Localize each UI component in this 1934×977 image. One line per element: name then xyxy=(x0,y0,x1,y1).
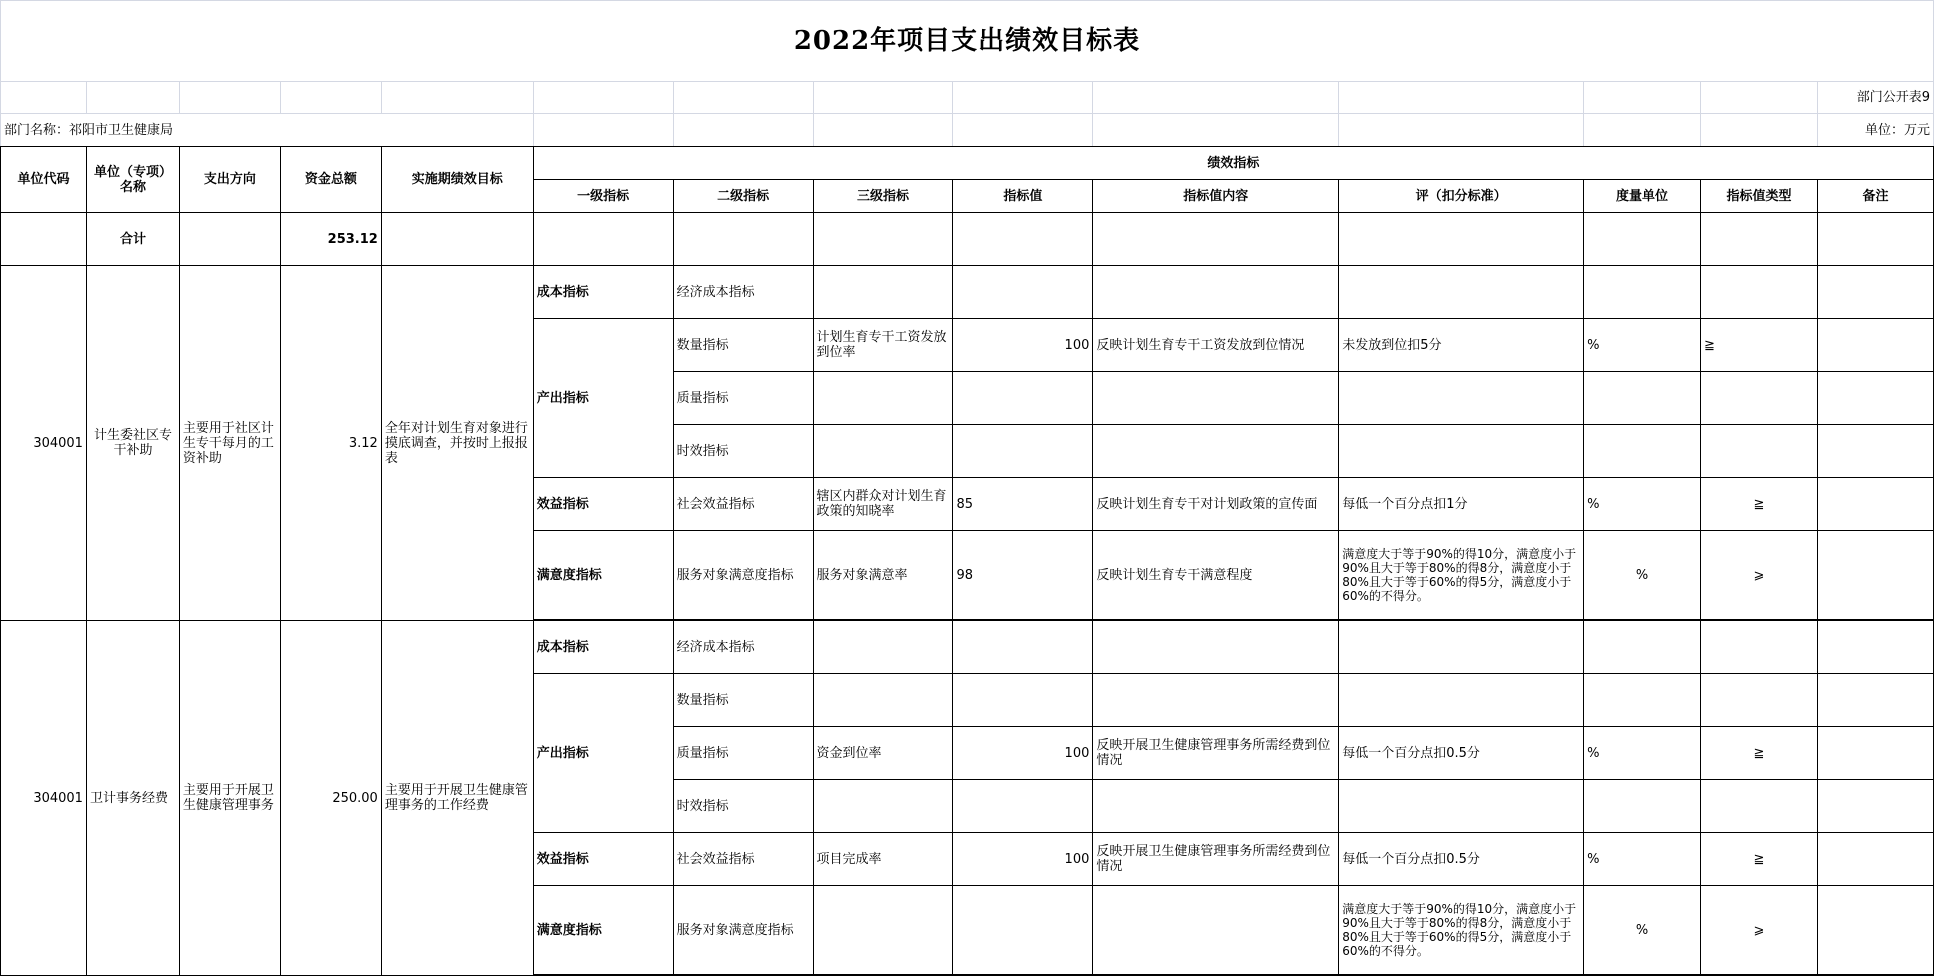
value-type-cell: ≧ xyxy=(1701,833,1818,886)
value-type-cell: ⩾ xyxy=(1701,886,1818,975)
criteria-cell: 满意度大于等于90%的得10分，满意度小于90%且大于等于80%的得8分，满意度小于80%且大于等于60%的得5分，满意度小于60%的不得分。 xyxy=(1339,886,1584,975)
value-cell: 100 xyxy=(953,833,1093,886)
header-level3: 三级指标 xyxy=(813,180,953,213)
project-direction: 主要用于社区计生专干每月的工资补助 xyxy=(179,266,280,621)
page-title: 2022年项目支出绩效目标表 xyxy=(1,1,1934,82)
level2-cell: 经济成本指标 xyxy=(673,266,813,319)
header-total: 资金总额 xyxy=(280,147,381,213)
content-cell: 反映开展卫生健康管理事务所需经费到位情况 xyxy=(1093,727,1339,780)
level1-cell: 产出指标 xyxy=(533,674,673,833)
project-amount: 250.00 xyxy=(280,621,381,976)
department-name: 部门名称：祁阳市卫生健康局 xyxy=(1,114,534,147)
level1-cell: 满意度指标 xyxy=(533,886,673,975)
project-name: 计生委社区专干补助 xyxy=(86,266,179,621)
criteria-cell: 每低一个百分点扣1分 xyxy=(1339,478,1584,531)
level2-cell: 服务对象满意度指标 xyxy=(673,886,813,975)
unit-label: 单位：万元 xyxy=(1817,114,1933,147)
header-unit-name: 单位（专项）名称 xyxy=(86,147,179,213)
level2-cell: 质量指标 xyxy=(673,727,813,780)
table-row xyxy=(1,621,1934,674)
value-type-cell: ≧ xyxy=(1701,319,1818,372)
level1-cell: 效益指标 xyxy=(533,478,673,531)
header-value-type: 指标值类型 xyxy=(1701,180,1818,213)
project-code: 304001 xyxy=(1,266,87,621)
header-unit-code: 单位代码 xyxy=(1,147,87,213)
value-cell: 100 xyxy=(953,319,1093,372)
value-cell: 85 xyxy=(953,478,1093,531)
level2-cell: 经济成本指标 xyxy=(673,621,813,674)
measure-cell: % xyxy=(1584,531,1701,620)
project-goal: 全年对计划生育对象进行摸底调查，并按时上报报表 xyxy=(381,266,533,621)
level3-cell: 项目完成率 xyxy=(813,833,953,886)
project-goal: 主要用于开展卫生健康管理事务的工作经费 xyxy=(381,621,533,976)
measure-cell: % xyxy=(1584,886,1701,975)
header-remarks: 备注 xyxy=(1817,180,1933,213)
level1-cell: 效益指标 xyxy=(533,833,673,886)
value-cell: 98 xyxy=(953,531,1093,620)
level1-cell: 成本指标 xyxy=(533,621,673,674)
level2-cell: 服务对象满意度指标 xyxy=(673,531,813,620)
level2-cell: 数量指标 xyxy=(673,674,813,727)
header-value: 指标值 xyxy=(953,180,1093,213)
public-table-label: 部门公开表9 xyxy=(1817,82,1933,114)
level2-cell: 时效指标 xyxy=(673,425,813,478)
project-amount: 3.12 xyxy=(280,266,381,621)
header-performance: 绩效指标 xyxy=(533,147,1933,180)
measure-cell: % xyxy=(1584,833,1701,886)
criteria-cell: 每低一个百分点扣0.5分 xyxy=(1339,833,1584,886)
value-type-cell: ≧ xyxy=(1701,478,1818,531)
level2-cell: 质量指标 xyxy=(673,372,813,425)
header-direction: 支出方向 xyxy=(179,147,280,213)
total-label: 合计 xyxy=(86,213,179,266)
level3-cell: 服务对象满意率 xyxy=(813,531,953,620)
table-row xyxy=(1,266,1934,319)
header-criteria: 评（扣分标准） xyxy=(1339,180,1584,213)
level3-cell: 计划生育专干工资发放到位率 xyxy=(813,319,953,372)
level3-cell: 辖区内群众对计划生育政策的知晓率 xyxy=(813,478,953,531)
measure-cell: % xyxy=(1584,727,1701,780)
header-goal: 实施期绩效目标 xyxy=(381,147,533,213)
value-cell: 100 xyxy=(953,727,1093,780)
total-amount: 253.12 xyxy=(280,213,381,266)
header-level1: 一级指标 xyxy=(533,180,673,213)
criteria-cell: 未发放到位扣5分 xyxy=(1339,319,1584,372)
measure-cell: % xyxy=(1584,319,1701,372)
level1-cell: 产出指标 xyxy=(533,319,673,478)
project-direction: 主要用于开展卫生健康管理事务 xyxy=(179,621,280,976)
header-level2: 二级指标 xyxy=(673,180,813,213)
level2-cell: 社会效益指标 xyxy=(673,833,813,886)
content-cell: 反映计划生育专干工资发放到位情况 xyxy=(1093,319,1339,372)
measure-cell: % xyxy=(1584,478,1701,531)
level1-cell: 满意度指标 xyxy=(533,531,673,620)
value-type-cell: ≧ xyxy=(1701,727,1818,780)
content-cell: 反映计划生育专干满意程度 xyxy=(1093,531,1339,620)
level1-cell: 成本指标 xyxy=(533,266,673,319)
header-value-content: 指标值内容 xyxy=(1093,180,1339,213)
value-type-cell: ⩾ xyxy=(1701,531,1818,620)
project-code: 304001 xyxy=(1,621,87,976)
project-name: 卫计事务经费 xyxy=(86,621,179,976)
level2-cell: 社会效益指标 xyxy=(673,478,813,531)
level3-cell: 资金到位率 xyxy=(813,727,953,780)
header-measure-unit: 度量单位 xyxy=(1584,180,1701,213)
content-cell: 反映计划生育专干对计划政策的宣传面 xyxy=(1093,478,1339,531)
criteria-cell: 满意度大于等于90%的得10分，满意度小于90%且大于等于80%的得8分，满意度小于80%且大于等于60%的得5分，满意度小于60%的不得分。 xyxy=(1339,531,1584,620)
criteria-cell: 每低一个百分点扣0.5分 xyxy=(1339,727,1584,780)
level2-cell: 数量指标 xyxy=(673,319,813,372)
level2-cell: 时效指标 xyxy=(673,780,813,833)
content-cell: 反映开展卫生健康管理事务所需经费到位情况 xyxy=(1093,833,1339,886)
